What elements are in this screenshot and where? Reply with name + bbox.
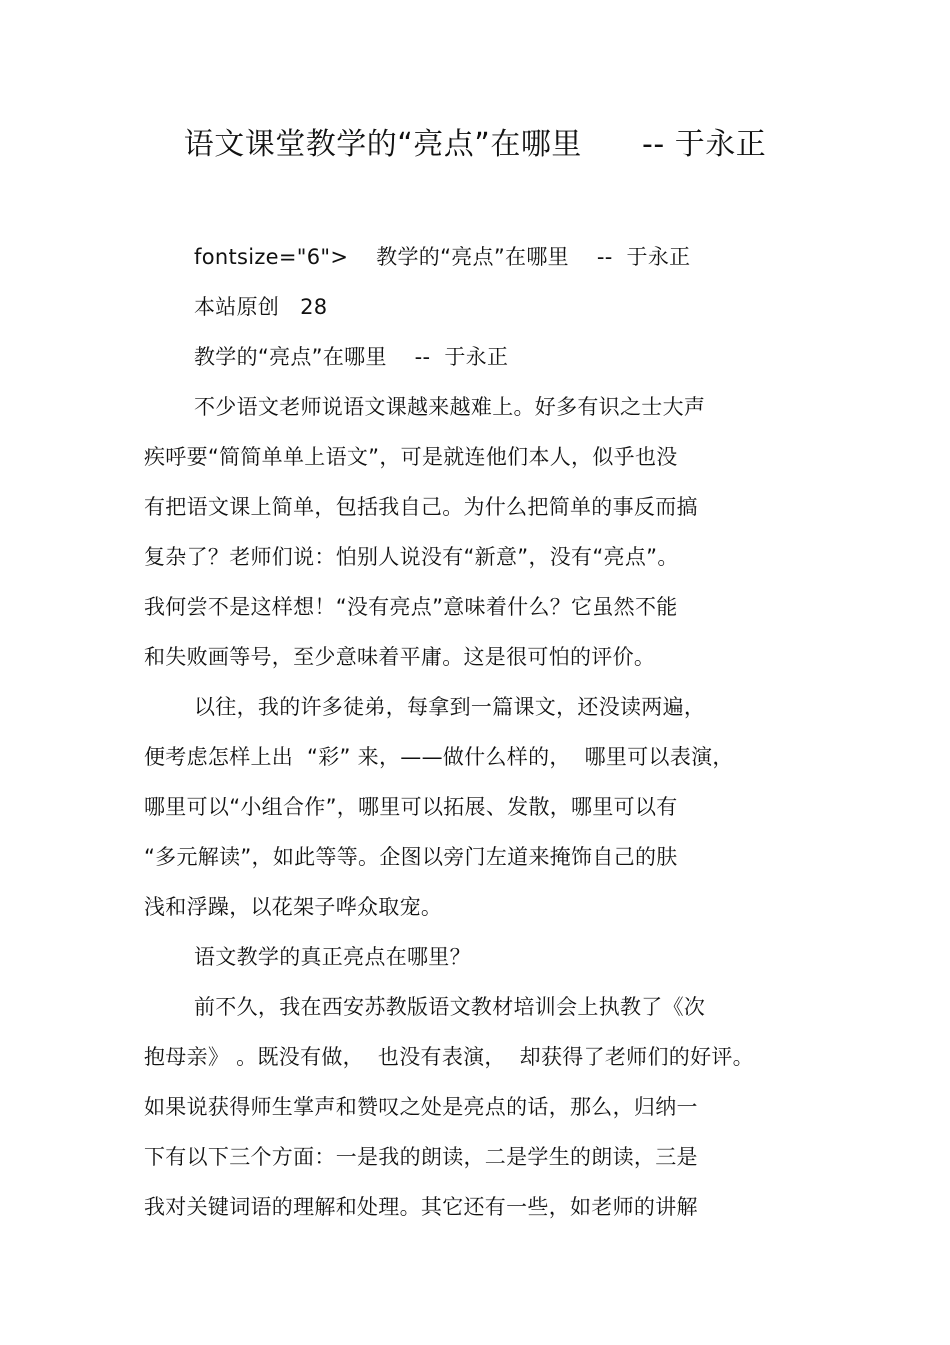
body-line: 教学的“亮点”在哪里 -- 于永正 [194,345,509,369]
paragraph-line: “多元解读”，如此等等。企图以旁门左道来掩饰自己的肤 [144,845,678,869]
body-line: 本站原创 28 [194,295,328,319]
body-line: fontsize="6"> 教学的“亮点”在哪里 -- 于永正 [194,245,691,269]
paragraph-line: 不少语文老师说语文课越来越难上。好多有识之士大声 [194,395,706,419]
paragraph-line: 浅和浮躁，以花架子哗众取宠。 [144,895,443,919]
paragraph-line: 疾呼要“简简单单上语文”，可是就连他们本人，似乎也没 [144,445,678,469]
paragraph-line: 语文教学的真正亮点在哪里？ [194,945,471,969]
paragraph-line: 抱母亲》 。既没有做， 也没有表演， 却获得了老师们的好评。 [144,1045,754,1069]
paragraph-line: 复杂了？老师们说：怕别人说没有“新意”，没有“亮点”。 [144,545,679,569]
paragraph-line: 和失败画等号，至少意味着平庸。这是很可怕的评价。 [144,645,656,669]
paragraph-line: 哪里可以“小组合作”，哪里可以拓展、发散，哪里可以有 [144,795,678,819]
paragraph-line: 前不久，我在西安苏教版语文教材培训会上执教了《次 [194,995,706,1019]
paragraph-line: 下有以下三个方面：一是我的朗读，二是学生的朗读，三是 [144,1145,698,1169]
paragraph-line: 我对关键词语的理解和处理。其它还有一些，如老师的讲解 [144,1195,698,1219]
paragraph-line: 有把语文课上简单，包括我自己。为什么把简单的事反而搞 [144,495,698,519]
paragraph-line: 便考虑怎样上出 “彩” 来，——做什么样的， 哪里可以表演， [144,745,734,769]
paragraph-line: 如果说获得师生掌声和赞叹之处是亮点的话，那么，归纳一 [144,1095,698,1119]
paragraph-line: 以往，我的许多徒弟，每拿到一篇课文，还没读两遍， [194,695,706,719]
document-title: 语文课堂教学的“亮点”在哪里 -- 于永正 [183,127,767,162]
paragraph-line: 我何尝不是这样想！“没有亮点”意味着什么？它虽然不能 [144,595,678,619]
